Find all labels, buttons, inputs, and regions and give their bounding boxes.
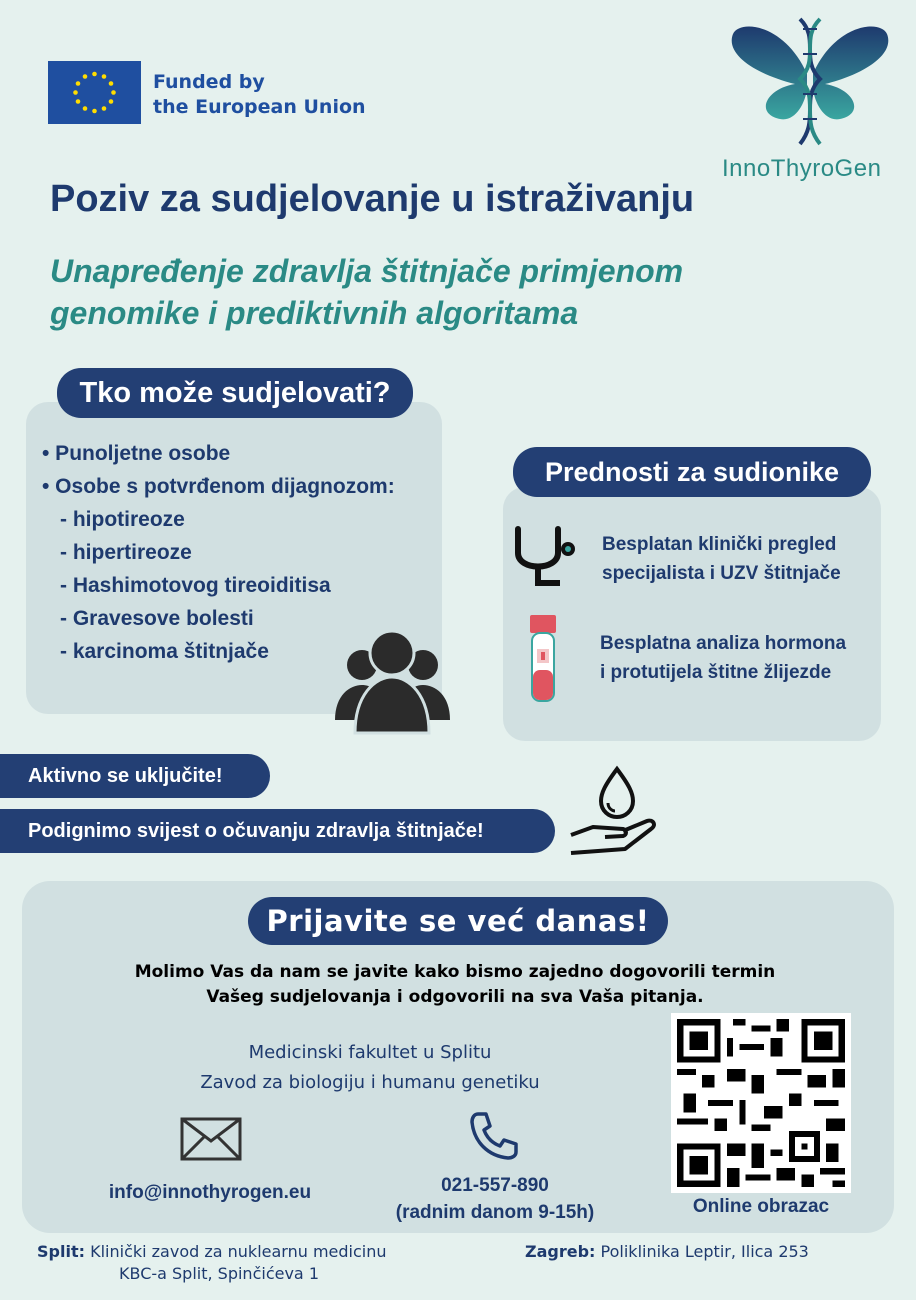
funded-line-1: Funded by bbox=[153, 71, 265, 93]
who-heading: Tko može sudjelovati? bbox=[57, 368, 413, 418]
zagreb-label: Zagreb: bbox=[525, 1242, 596, 1261]
apply-heading: Prijavite se već danas! bbox=[248, 897, 668, 945]
subtitle-line-1: Unapređenje zdravlja štitnjače primjenom bbox=[50, 253, 684, 289]
list-item: • Punoljetne osobe bbox=[42, 442, 231, 465]
benefit-2-line-1: Besplatna analiza hormona bbox=[600, 633, 847, 654]
split-line-1: Klinički zavod za nuklearnu medicinu bbox=[90, 1242, 387, 1261]
list-item: - karcinoma štitnjače bbox=[60, 640, 269, 663]
awareness-banner: Podignimo svijest o očuvanju zdravlja štitnjače! bbox=[0, 809, 555, 853]
zagreb-text: Poliklinika Leptir, Ilica 253 bbox=[600, 1242, 809, 1261]
phone-hours: (radnim danom 9-15h) bbox=[395, 1202, 595, 1223]
message-line-1: Molimo Vas da nam se javite kako bismo zajedno dogovorili termin bbox=[134, 962, 776, 982]
email-link[interactable]: info@innothyrogen.eu bbox=[108, 1182, 312, 1203]
envelope-icon bbox=[180, 1117, 242, 1161]
split-label: Split: bbox=[37, 1242, 85, 1261]
butterfly-dna-logo-icon bbox=[725, 14, 895, 154]
benefit-1-line-1: Besplatan klinički pregled bbox=[602, 534, 837, 555]
benefit-1 bbox=[602, 530, 841, 588]
blood-tube-icon bbox=[528, 615, 558, 705]
stethoscope-icon bbox=[510, 525, 580, 590]
footer-split bbox=[37, 1241, 387, 1285]
contact-message bbox=[60, 960, 850, 1010]
page-title: Poziv za sudjelovanje u istraživanju bbox=[50, 178, 695, 220]
phone-number[interactable] bbox=[380, 1172, 610, 1226]
list-item: - Hashimotovog tireoiditisa bbox=[60, 574, 331, 597]
active-banner: Aktivno se uključite! bbox=[0, 754, 270, 798]
funded-by-eu-text bbox=[153, 70, 366, 120]
phone-icon bbox=[468, 1110, 520, 1162]
benefit-2 bbox=[600, 629, 846, 687]
list-item: - hipertireoze bbox=[60, 541, 192, 564]
eu-flag-icon bbox=[48, 61, 141, 124]
institution-line-1: Medicinski fakultet u Splitu bbox=[248, 1042, 492, 1063]
qr-code-icon[interactable] bbox=[671, 1013, 851, 1193]
funded-line-2: the European Union bbox=[153, 96, 366, 118]
benefit-2-line-2: i protutijela štitne žlijezde bbox=[600, 662, 832, 683]
hand-droplet-icon bbox=[565, 765, 660, 860]
benefits-heading: Prednosti za sudionike bbox=[513, 447, 871, 497]
phone-number-text[interactable]: 021-557-890 bbox=[441, 1175, 549, 1196]
institution-line-2: Zavod za biologiju i humanu genetiku bbox=[200, 1072, 540, 1093]
list-item: - Gravesove bolesti bbox=[60, 607, 254, 630]
subtitle-line-2: genomike i prediktivnih algoritama bbox=[50, 295, 579, 331]
logo-name: InnoThyroGen bbox=[722, 155, 882, 182]
list-item: - hipotireoze bbox=[60, 508, 185, 531]
message-line-2: Vašeg sudjelovanja i odgovorili na sva Vaša pitanja. bbox=[206, 987, 704, 1007]
institution bbox=[130, 1038, 610, 1098]
split-line-2: KBC-a Split, Spinčićeva 1 bbox=[119, 1264, 319, 1283]
qr-label: Online obrazac bbox=[692, 1196, 830, 1217]
benefit-1-line-2: specijalista i UZV štitnjače bbox=[602, 563, 841, 584]
page-subtitle bbox=[50, 250, 683, 334]
list-item: • Osobe s potvrđenom dijagnozom: bbox=[42, 475, 395, 498]
people-group-icon bbox=[330, 625, 455, 735]
footer-zagreb bbox=[525, 1241, 809, 1263]
